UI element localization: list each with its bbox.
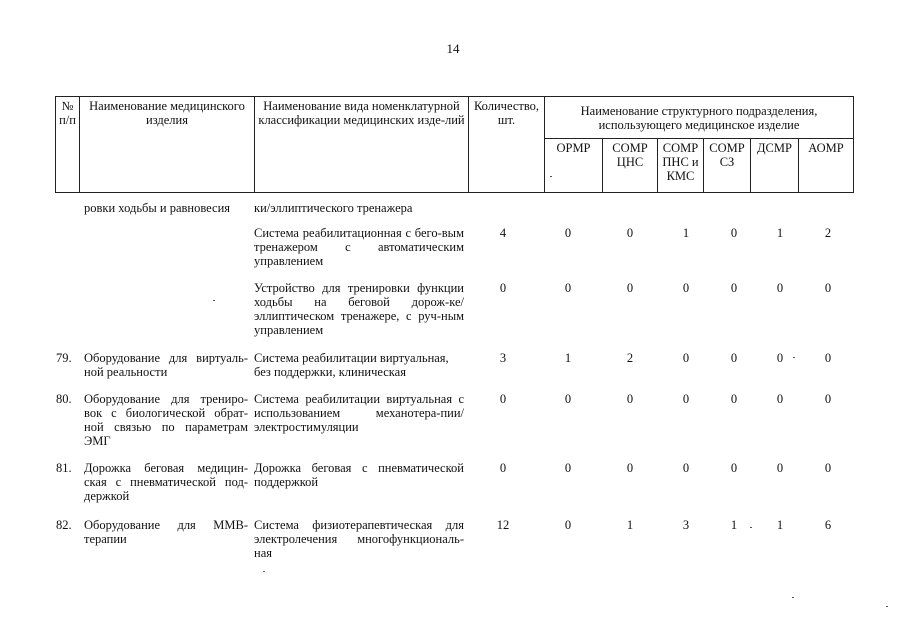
header-num: № п/п bbox=[56, 97, 80, 193]
dept-value: 0 bbox=[626, 281, 634, 295]
device-name: ровки ходьбы и равновесия bbox=[84, 201, 231, 215]
header-dept-somr-cns: СОМР ЦНС bbox=[603, 139, 658, 193]
dept-value: 0 bbox=[776, 351, 784, 365]
quantity-value: 0 bbox=[499, 392, 507, 406]
dept-value: 0 bbox=[682, 351, 690, 365]
dept-value: 0 bbox=[730, 351, 738, 365]
header-dept-ormr: ОРМР bbox=[545, 139, 603, 193]
dept-value: 0 bbox=[682, 461, 690, 475]
quantity-value: 4 bbox=[499, 226, 507, 240]
quantity-value: 0 bbox=[499, 461, 507, 475]
dept-value: 0 bbox=[564, 281, 572, 295]
header-dept-somr-sz: СОМР СЗ bbox=[704, 139, 751, 193]
row-number: 82. bbox=[56, 518, 72, 532]
scan-speck bbox=[792, 597, 794, 598]
page-number: 14 bbox=[446, 41, 460, 56]
dept-value: 2 bbox=[626, 351, 634, 365]
quantity-value: 3 bbox=[499, 351, 507, 365]
dept-value: 2 bbox=[824, 226, 832, 240]
scan-speck bbox=[886, 606, 888, 607]
dept-value: 6 bbox=[824, 518, 832, 532]
header-dept-somr-pns: СОМР ПНС и КМС bbox=[658, 139, 704, 193]
dept-value: 1 bbox=[564, 351, 572, 365]
device-name: Оборудование для виртуаль-ной реальности bbox=[84, 351, 248, 379]
scan-speck bbox=[550, 176, 552, 177]
header-department-group: Наименование структурного подразделения, использующего медицинское изделие bbox=[545, 97, 854, 139]
dept-value: 0 bbox=[564, 226, 572, 240]
quantity-value: 12 bbox=[496, 518, 510, 532]
scan-speck bbox=[750, 527, 752, 528]
header-dept-aomr: АОМР bbox=[799, 139, 854, 193]
dept-value: 0 bbox=[564, 461, 572, 475]
dept-value: 0 bbox=[730, 281, 738, 295]
type-name: Устройство для тренировки функции ходьбы на беговой дорож-ке/эллиптическом тренажере, с руч-ным управлением bbox=[254, 281, 464, 337]
quantity-value: 0 bbox=[499, 281, 507, 295]
dept-value: 1 bbox=[776, 518, 784, 532]
row-number: 81. bbox=[56, 461, 72, 475]
dept-value: 0 bbox=[824, 392, 832, 406]
dept-value: 1 bbox=[626, 518, 634, 532]
dept-value: 0 bbox=[682, 281, 690, 295]
dept-value: 1 bbox=[776, 226, 784, 240]
dept-value: 0 bbox=[730, 226, 738, 240]
dept-value: 0 bbox=[730, 392, 738, 406]
header-type: Наименование вида номенклатурной классификации медицинских изде-лий bbox=[255, 97, 469, 193]
type-name: Система реабилитации виртуальная с использованием механотера-пии/электростимуляции bbox=[254, 392, 464, 434]
scan-speck bbox=[213, 300, 215, 301]
dept-value: 1 bbox=[730, 518, 738, 532]
dept-value: 0 bbox=[776, 392, 784, 406]
dept-value: 0 bbox=[776, 461, 784, 475]
dept-value: 0 bbox=[730, 461, 738, 475]
dept-value: 3 bbox=[682, 518, 690, 532]
type-name: Система реабилитации виртуальная, без поддержки, клиническая bbox=[254, 351, 449, 379]
header-quantity: Количество, шт. bbox=[469, 97, 545, 193]
type-name: Дорожка беговая с пневматической поддержкой bbox=[254, 461, 464, 489]
scan-speck bbox=[793, 357, 795, 358]
dept-value: 0 bbox=[682, 392, 690, 406]
device-name: Оборудование для ММВ-терапии bbox=[84, 518, 248, 546]
dept-value: 0 bbox=[564, 518, 572, 532]
type-name: Система физиотерапевтическая для электролечения многофункциональ-ная bbox=[254, 518, 464, 560]
dept-value: 0 bbox=[824, 351, 832, 365]
row-number: 80. bbox=[56, 392, 72, 406]
header-device: Наименование медицинского изделия bbox=[80, 97, 255, 193]
scan-speck bbox=[263, 571, 265, 572]
device-name: Дорожка беговая медицин-ская с пневматической под-держкой bbox=[84, 461, 248, 503]
dept-value: 0 bbox=[626, 392, 634, 406]
row-number: 79. bbox=[56, 351, 72, 365]
dept-value: 1 bbox=[682, 226, 690, 240]
dept-value: 0 bbox=[824, 461, 832, 475]
dept-value: 0 bbox=[564, 392, 572, 406]
header-dept-dsmr: ДСМР bbox=[751, 139, 799, 193]
type-name: ки/эллиптического тренажера bbox=[254, 201, 413, 215]
dept-value: 0 bbox=[776, 281, 784, 295]
dept-value: 0 bbox=[626, 461, 634, 475]
device-name: Оборудование для трениро-вок с биологической обрат-ной связью по параметрам ЭМГ bbox=[84, 392, 248, 448]
dept-value: 0 bbox=[824, 281, 832, 295]
type-name: Система реабилитационная с бего-вым тренажером с автоматическим управлением bbox=[254, 226, 464, 268]
dept-value: 0 bbox=[626, 226, 634, 240]
